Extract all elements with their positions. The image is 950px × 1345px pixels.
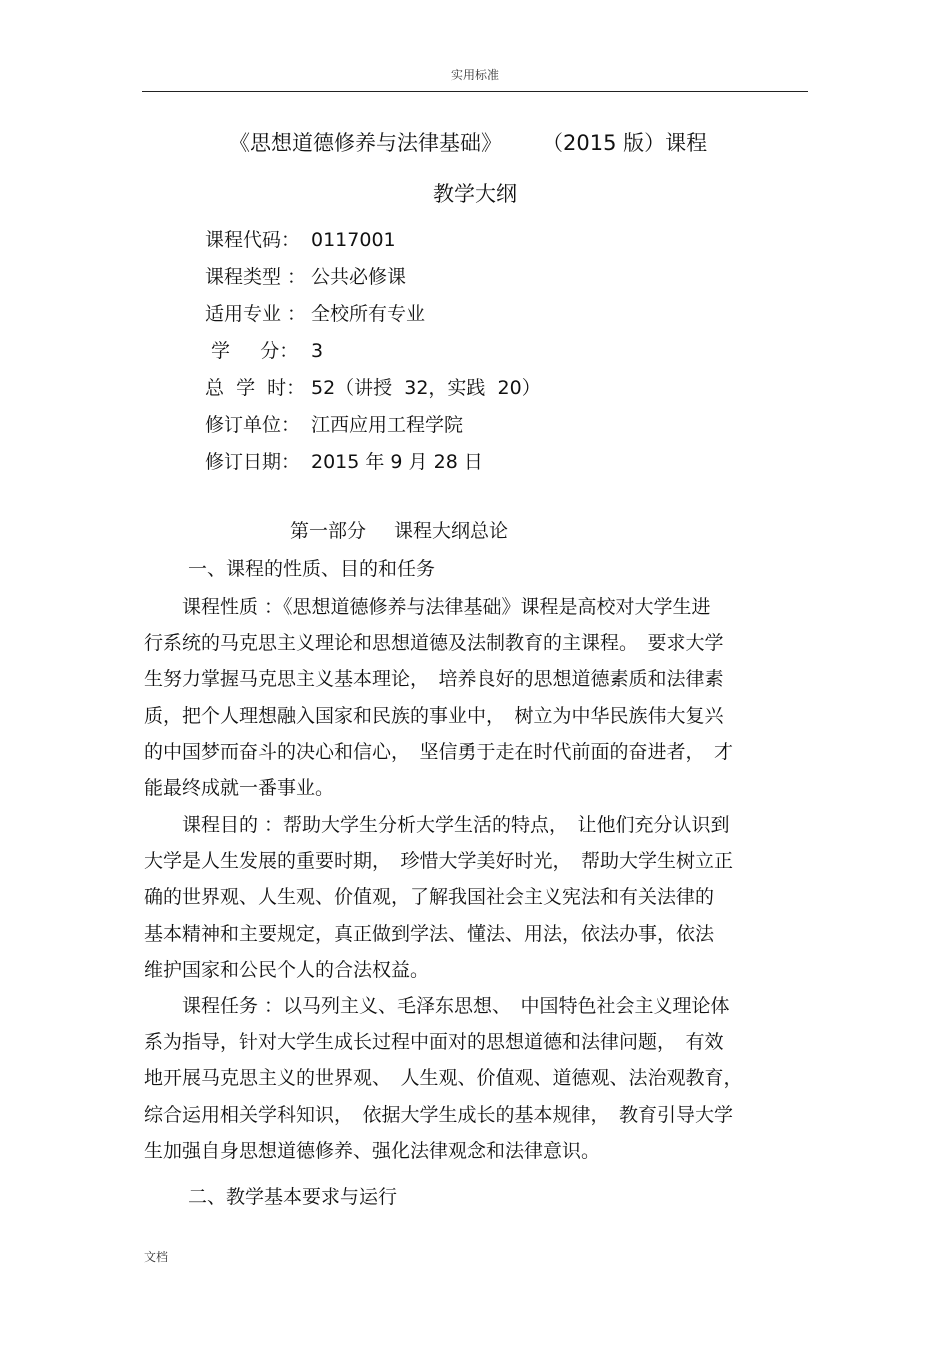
paragraph-course-nature bbox=[144, 589, 808, 806]
info-value: 全校所有专业 bbox=[311, 303, 426, 325]
paragraph-line: 确的世界观、人生观、价值观，了解我国社会主义宪法和有关法律的 bbox=[144, 886, 715, 909]
title-course-name: 《思想道德修养与法律基础》 bbox=[229, 131, 502, 155]
info-label: 适用专业 ： bbox=[205, 303, 307, 325]
info-row-major bbox=[205, 299, 541, 336]
course-info-list bbox=[205, 225, 541, 484]
info-label: 课程代码： bbox=[205, 229, 301, 251]
document-subtitle: 教学大纲 bbox=[433, 182, 517, 206]
info-label: 总 学 时： bbox=[205, 377, 306, 399]
paragraph-line: 课程性质 ：《思想道德修养与法律基础》课程是高校对大学生进 bbox=[144, 596, 711, 618]
page-footer: 文档 bbox=[144, 1250, 169, 1264]
info-value: 0117001 bbox=[311, 229, 396, 251]
info-value: 52（讲授 32，实践 20） bbox=[311, 377, 541, 399]
info-value: 公共必修课 bbox=[311, 266, 407, 288]
paragraph-line: 地开展马克思主义的世界观、 人生观、价值观、道德观、法治观教育， bbox=[144, 1067, 743, 1090]
document-title bbox=[229, 127, 707, 157]
paragraph-line: 的中国梦而奋斗的决心和信心， 坚信勇于走在时代前面的奋进者， 才 bbox=[144, 740, 734, 763]
title-edition: （2015 版）课程 bbox=[542, 131, 708, 155]
info-value: 2015 年 9 月 28 日 bbox=[311, 451, 483, 473]
paragraph-line: 行系统的马克思主义理论和思想道德及法制教育的主课程。 要求大学 bbox=[144, 632, 724, 655]
paragraph-line: 基本精神和主要规定，真正做到学法、懂法、用法，依法办事，依法 bbox=[144, 922, 715, 945]
info-label: 学 分： bbox=[205, 340, 299, 362]
paragraph-line: 生加强自身思想道德修养、强化法律观念和法律意识。 bbox=[144, 1139, 601, 1162]
paragraph-course-task bbox=[144, 988, 808, 1169]
paragraph-line: 课程任务 ：以马列主义、毛泽东思想、 中国特色社会主义理论体 bbox=[144, 995, 730, 1017]
info-row-unit bbox=[205, 410, 541, 447]
info-row-type bbox=[205, 262, 541, 299]
header-divider bbox=[142, 91, 808, 92]
paragraph-course-purpose bbox=[144, 807, 808, 988]
paragraph-line: 系为指导，针对大学生成长过程中面对的思想道德和法律问题， 有效 bbox=[144, 1031, 724, 1054]
page-header: 实用标准 bbox=[450, 68, 499, 82]
paragraph-line: 课程目的 ：帮助大学生分析大学生活的特点， 让他们充分认识到 bbox=[144, 814, 730, 836]
info-row-code bbox=[205, 225, 541, 262]
section-part: 第一部分 bbox=[290, 520, 367, 542]
info-row-date bbox=[205, 447, 541, 484]
info-row-hours bbox=[205, 373, 541, 410]
paragraph-line: 质，把个人理想融入国家和民族的事业中， 树立为中华民族伟大复兴 bbox=[144, 704, 724, 727]
paragraph-line: 综合运用相关学科知识， 依据大学生成长的基本规律， 教育引导大学 bbox=[144, 1103, 734, 1126]
info-label: 修订单位： bbox=[205, 414, 301, 436]
section-name: 课程大纲总论 bbox=[394, 520, 509, 542]
heading-nature-purpose-task: 一、课程的性质、目的和任务 bbox=[188, 558, 436, 580]
info-value: 3 bbox=[311, 340, 324, 362]
info-label: 修订日期： bbox=[205, 451, 301, 473]
paragraph-line: 能最终成就一番事业。 bbox=[144, 776, 335, 799]
section-title bbox=[290, 516, 508, 543]
paragraph-line: 生努力掌握马克思主义基本理论， 培养良好的思想道德素质和法律素 bbox=[144, 668, 724, 691]
paragraph-line: 大学是人生发展的重要时期， 珍惜大学美好时光， 帮助大学生树立正 bbox=[144, 850, 734, 873]
paragraph-line: 维护国家和公民个人的合法权益。 bbox=[144, 958, 430, 981]
info-row-credits bbox=[205, 336, 541, 373]
info-label: 课程类型 ： bbox=[205, 266, 307, 288]
heading-teaching-requirements: 二、教学基本要求与运行 bbox=[188, 1186, 398, 1208]
info-value: 江西应用工程学院 bbox=[311, 414, 464, 436]
